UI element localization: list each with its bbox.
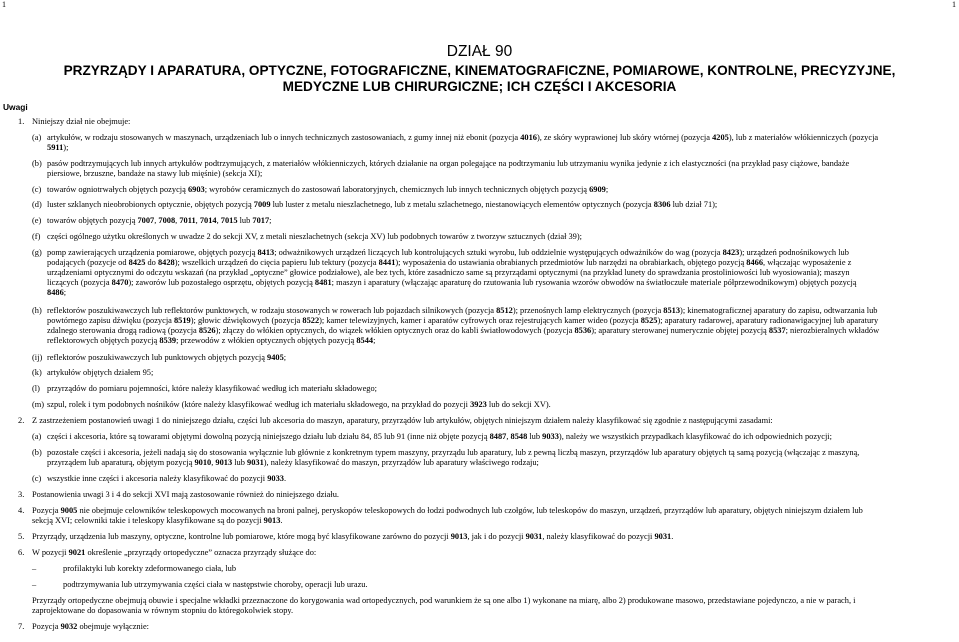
note-text xyxy=(47,159,957,179)
text-line: podtrzymywania lub utrzymywania części ciała w następstwie choroby, operacji lub urazu. xyxy=(63,580,368,589)
text-line: pozostałe części i akcesoria, jeżeli nadają się do stosowania wyłącznie lub głównie z konkretnym typem maszyny, przyrządu lub aparatury, lub z pewną liczbą maszyn, przyrządów lub aparatury objętych tą samą pozycją (włączając z maszyną, xyxy=(47,448,860,457)
note-marker: 1. xyxy=(18,117,25,126)
text-line: pomp zawierających urządzenia pomiarowe, objętych pozycją 8413; odważnikowych urządzeń liczących lub kontrolujących sztuki wyrobu, lub oddzielnie występujących odważników do wag (pozycja 8423); urządzeń podnośnikowych lub xyxy=(47,248,849,257)
text-line: 8486; xyxy=(47,288,67,297)
note-marker: (l) xyxy=(32,384,40,393)
text-line: pasów podtrzymujących lub innych artykułów podtrzymujących, z materiałów włókienniczych, których działanie na organ polegające na podtrzymaniu lub utrzymaniu wynika jedynie z ich elastyczności (na przykład pasy ciążowe, bandaże xyxy=(47,159,850,168)
note-text xyxy=(32,548,957,558)
note-marker: 6. xyxy=(18,548,25,557)
note-text xyxy=(32,532,957,542)
note-text xyxy=(32,490,957,500)
note-marker: (a) xyxy=(32,133,42,142)
note-marker: – xyxy=(32,580,37,589)
text-line: powtórnego zapisu dźwięku (pozycja 8519); głowic dźwiękowych (pozycja 8522); kamer telewizyjnych, kamer i aparatów cyfrowych oraz rejestrujących kamer wideo (pozycja 8525); aparatury radarowej, aparatury radionawigacyjnej lub aparatury xyxy=(47,316,879,325)
note-marker: (c) xyxy=(32,185,42,194)
text-line: towarów objętych pozycją 7007, 7008, 7011, 7014, 7015 lub 7017; xyxy=(47,216,272,225)
text-line: artykułów, w rodzaju stosowanych w maszynach, urządzeniach lub o innych technicznych zastosowaniach, z gumy innej niż ebonit (pozycja 4016), ze skóry wyprawionej lub skóry wtórnej (pozycja 4205), lub z materiałów włókienniczych (pozycja xyxy=(47,133,879,142)
note-text xyxy=(47,306,957,346)
text-line: reflektorowych objętych pozycją 8539; przewodów z włókien optycznych objętych pozycją 8544; xyxy=(47,336,376,345)
note-marker: (ij) xyxy=(32,353,43,362)
note-text xyxy=(47,474,957,484)
note-text xyxy=(47,185,957,195)
note-marker: (a) xyxy=(32,432,42,441)
notes-heading: Uwagi xyxy=(3,102,28,112)
text-line: W pozycji 9021 określenie „przyrządy ortopedyczne” oznacza przyrządy służące do: xyxy=(32,548,317,557)
note-marker: (e) xyxy=(32,216,42,225)
note-marker: (b) xyxy=(32,159,42,168)
note-marker: (d) xyxy=(32,200,42,209)
note-marker: 7. xyxy=(18,622,25,631)
text-line: reflektorów poszukiwawczych lub punktowych objętych pozycją 9405; xyxy=(47,353,287,362)
text-line: zaprojektowane do dopasowania w równym stopniu do któregokolwiek stopy. xyxy=(32,606,294,615)
text-line: części ogólnego użytku określonych w uwadze 2 do sekcji XV, z metali nieszlachetnych (sekcja XV) lub podobnych towarów z tworzyw sztucznych (dział 39); xyxy=(47,232,582,241)
text-line: szpul, rolek i tym podobnych nośników (które należy klasyfikować według ich materiału składowego, na przykład do pozycji 3923 lub do sekcji XV). xyxy=(47,400,551,409)
note-text xyxy=(32,117,957,127)
note-text xyxy=(47,448,957,468)
subtitle-line-2: MEDYCZNE LUB CHIRURGICZNE; ICH CZĘŚCI I AKCESORIA xyxy=(282,79,677,94)
chapter-title: DZIAŁ 90 xyxy=(446,43,513,60)
note-marker: (m) xyxy=(32,400,45,409)
note-text xyxy=(47,368,957,378)
note-text xyxy=(32,622,957,632)
text-line: części i akcesoria, które są towarami objętymi dowolną pozycją niniejszego działu lub działu 84, 85 lub 91 (inne niż objęte pozycją 8487, 8548 lub 9033), należy we wszystkich przypadkach klasyfikować do ich odpowiednich pozycji; xyxy=(47,432,832,441)
text-line: artykułów objętych działem 95; xyxy=(47,368,154,377)
note-marker: (f) xyxy=(32,232,41,241)
note-marker: (g) xyxy=(32,248,42,257)
text-line: liczących (pozycja 8470); zaworów lub pozostałego osprzętu, objętych pozycją 8481; maszyn i aparatury (włączając aparaturę do rzutowania lub rysowania wzorów obwodów na światłoczułe materiale półprzewodnikowym) objętych pozycją xyxy=(47,278,857,287)
note-text xyxy=(47,248,957,298)
note-marker: (c) xyxy=(32,474,42,483)
note-marker: 2. xyxy=(18,416,25,425)
text-line: zdalnego sterowania drogą radiową (pozycja 8526); złączy do włókien optycznych, do wiązek włókien optycznych oraz do kabli światłowodowych (pozycja 8536); aparatury sterowanej numerycznie objętej pozycją 8537; nierozbieralnych wkładów xyxy=(47,326,880,335)
note-text xyxy=(32,416,957,426)
note-marker: 5. xyxy=(18,532,25,541)
page-number-left: 1 xyxy=(2,0,6,9)
text-line: piersiowe, brzuszne, bandaże na stawy lub mięśnie) (sekcja XI); xyxy=(47,169,263,178)
note-text xyxy=(47,200,957,210)
text-line: luster szklanych nieobrobionych optycznie, objętych pozycją 7009 lub luster z metalu nieszlachetnego, lub z metalu szlachetnego, niestanowiących elementów optycznych (pozycja 8306 lub dział 71); xyxy=(47,200,718,209)
note-marker: (b) xyxy=(32,448,42,457)
note-text xyxy=(32,506,957,526)
note-text xyxy=(47,384,957,394)
text-line: Niniejszy dział nie obejmuje: xyxy=(32,117,131,126)
text-line: towarów ogniotrwałych objętych pozycją 6903; wyrobów ceramicznych do zastosowań laboratoryjnych, chemicznych lub innych technicznych objętych pozycją 6909; xyxy=(47,185,609,194)
subtitle-line-1: PRZYRZĄDY I APARATURA, OPTYCZNE, FOTOGRAFICZNE, KINEMATOGRAFICZNE, POMIAROWE, KONTROLNE, PRECYZYJNE, xyxy=(63,63,896,78)
text-line: reflektorów poszukiwawczych lub reflektorów punktowych, w rodzaju stosowanych w rowerach lub pojazdach silnikowych (pozycja 8512); przenośnych lamp elektrycznych (pozycja 8513); kinematograficznej aparatury do zapisu, odtwarzania lub xyxy=(47,306,878,315)
text-line: sekcją XVI; celowniki takie i teleskopy klasyfikowane są do pozycji 9013. xyxy=(32,516,283,525)
text-line: przyrządów do pomiaru pojemności, które należy klasyfikować według ich materiału składowego; xyxy=(47,384,378,393)
text-line: Pozycja 9005 nie obejmuje celowników teleskopowych mocowanych na broni palnej, peryskopów teleskopowych do łodzi podwodnych lub czołgów, lub teleskopów do maszyn, urządzeń, przyrządów lub aparatury, objętych niniejszym działem lub xyxy=(32,506,863,515)
note-marker: 3. xyxy=(18,490,25,499)
note-marker: (k) xyxy=(32,368,42,377)
note-text xyxy=(47,232,957,242)
page-number-right: 1 xyxy=(952,0,956,9)
text-line: Postanowienia uwagi 3 i 4 do sekcji XVI mają zastosowanie również do niniejszego działu. xyxy=(32,490,340,499)
note-text xyxy=(47,216,957,226)
text-line: Pozycja 9032 obejmuje wyłącznie: xyxy=(32,622,149,631)
text-line: wszystkie inne części i akcesoria należy klasyfikować do pozycji 9033. xyxy=(47,474,287,483)
text-line: urządzeniami optycznymi do odczytu wskazań (na przykład „optyczne” głowice podziałowe), ale bez tych, które zasadniczo same są przyrządami optycznymi (na przykład lunety do sprawdzania prostoliniowości lub wyosiowania); maszyn xyxy=(47,268,850,277)
note-text xyxy=(47,133,957,153)
text-line: 5911); xyxy=(47,143,69,152)
note-text xyxy=(63,580,957,590)
text-line: Przyrządy, urządzenia lub maszyny, optyczne, kontrolne lub pomiarowe, które mogą być klasyfikowane zarówno do pozycji 9013, jak i do pozycji 9031, należy klasyfikować do pozycji 9031. xyxy=(32,532,674,541)
note-text xyxy=(47,400,957,410)
chapter-subtitle xyxy=(0,63,959,95)
text-line: Przyrządy ortopedyczne obejmują obuwie i specjalne wkładki przeznaczone do korygowania wad ortopedycznych, pod warunkiem że są one albo 1) wykonane na miarę, albo 2) produkowane masowo, przedstawiane pojedynczo, a nie w parach, i xyxy=(32,596,856,605)
text-line: podających (pozycje od 8425 do 8428); wszelkich urządzeń do cięcia papieru lub tektury (pozycja 8441); wyposażenia do ustawiania obrabianych przedmiotów lub narzędzi na obrabiarkach, objętego pozycją 8466, włączając wyposażenie z xyxy=(47,258,852,267)
note-marker: 4. xyxy=(18,506,25,515)
note-text xyxy=(47,353,957,363)
text-line: Z zastrzeżeniem postanowień uwagi 1 do niniejszego działu, części lub akcesoria do maszyn, aparatury, przyrządów lub artykułów, objętych niniejszym działem należy klasyfikować się zgodnie z następującymi zasadami: xyxy=(32,416,773,425)
note-marker: (h) xyxy=(32,306,42,315)
note-text xyxy=(32,596,957,616)
text-line: przyrządem lub aparaturą, objętym pozycją 9010, 9013 lub 9031), należy klasyfikować do maszyn, przyrządów lub aparatury właściwego rodzaju; xyxy=(47,458,539,467)
note-text xyxy=(47,432,957,442)
text-line: profilaktyki lub korekty zdeformowanego ciała, lub xyxy=(63,564,237,573)
note-marker: – xyxy=(32,564,37,573)
note-text xyxy=(63,564,957,574)
